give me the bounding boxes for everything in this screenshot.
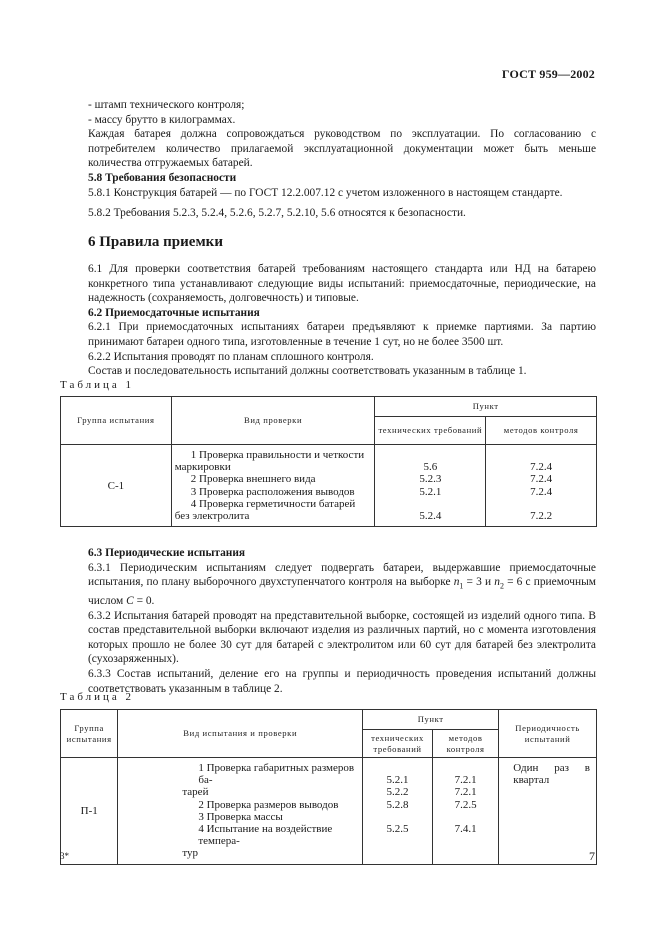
paragraph: 6.3.3 Состав испытаний, деление его на группы и периодичность проведения испытаний должны соответствовать указанным в таблице 2. — [88, 668, 596, 695]
section-6-body — [88, 262, 596, 379]
table-cell-tech — [375, 445, 486, 527]
section-title: 6.2 Приемосдаточные испытания — [88, 306, 260, 319]
row-value: 5.2.1 — [386, 774, 409, 787]
paragraph — [88, 561, 596, 609]
paragraph: Состав и последовательность испытаний должны соответствовать указанным в таблице 1. — [88, 365, 527, 378]
row-value: 5.2.3 — [419, 473, 442, 486]
row-value: 7.4.1 — [454, 823, 477, 836]
table-header-cell: Вид испытания и проверки — [118, 710, 363, 758]
section-5-7-tail — [88, 98, 596, 221]
math-var: C — [126, 595, 134, 608]
row-value: 7.2.5 — [454, 798, 477, 811]
table-cell-kind — [118, 758, 363, 865]
paragraph: 5.8.1 Конструкция батарей — по ГОСТ 12.2.007.12 с учетом изложенного в настоящем стандарте. — [88, 186, 563, 199]
row-value: 7.2.4 — [530, 473, 553, 486]
row-value: 7.2.1 — [454, 786, 477, 799]
table-header-cell: Пункт — [363, 710, 499, 730]
table-2 — [60, 709, 597, 865]
row-text: 2 Проверка размеров выводов — [198, 798, 339, 811]
section-title: 5.8 Требования безопасности — [88, 171, 237, 184]
math-sub: 1 — [459, 581, 464, 591]
table-caption: Таблица 2 — [60, 691, 135, 703]
row-value: 7.2.4 — [530, 461, 553, 474]
row-value: 5.2.2 — [386, 786, 409, 799]
text-run: = 0. — [133, 595, 155, 608]
paragraph: 6.2.2 Испытания проводят по планам сплошного контроля. — [88, 350, 374, 363]
row-value: 5.2.4 — [419, 510, 442, 523]
table-caption: Таблица 1 — [60, 379, 135, 391]
footer-signature-mark: 3* — [60, 851, 69, 861]
text-run: = 6 с приемочным числом — [88, 576, 596, 608]
text-run: 6.3.1 Периодическим испытаниям следует подвергать батареи, выдержавшие приемосдаточные испытания, по плану выборочного двухступенчатого контроля на выборке — [88, 561, 596, 589]
section-heading: 6 Правила приемки — [88, 234, 223, 250]
table-header-cell: Группа испытания — [61, 710, 118, 758]
row-text: тарей — [182, 786, 209, 799]
page-number: 7 — [589, 849, 595, 863]
paragraph: Каждая батарея должна сопровождаться руководством по эксплуатации. По согласованию с потребителем количество прилагаемой эксплуатационной документации может быть меньше количества отгружаемых батарей. — [88, 128, 596, 170]
row-value: 5.6 — [423, 461, 438, 474]
table-cell-kind — [171, 445, 375, 527]
paragraph: 6.1 Для проверки соответствия батарей требованиям настоящего стандарта или НД на батарею конкретного типа устанавливают следующие виды испытаний: приемосдаточные, периодические, на надежность (сохраняемость, долговечность) и типовые. — [88, 263, 596, 305]
math-var: n — [494, 576, 500, 589]
list-item: - массу брутто в килограммах. — [88, 113, 236, 126]
table-header-cell: Периодичность испытаний — [499, 710, 597, 758]
row-value: 7.2.1 — [454, 774, 477, 787]
page-header: ГОСТ 959—2002 — [501, 67, 595, 81]
table-1 — [60, 396, 597, 527]
section-6-3-body — [88, 546, 596, 696]
paragraph: 5.8.2 Требования 5.2.3, 5.2.4, 5.2.6, 5.2.7, 5.2.10, 5.6 относятся к безопасности. — [88, 207, 466, 220]
row-text: 2 Проверка внешнего вида — [190, 473, 316, 486]
row-text: 1 Проверка габаритных размеров ба- — [198, 762, 355, 787]
row-text: тур — [182, 847, 199, 860]
row-value: 5.2.8 — [386, 798, 409, 811]
text-run: = 3 и — [463, 576, 495, 589]
table-cell-methods — [486, 445, 597, 527]
section-title: 6.3 Периодические испытания — [88, 547, 246, 559]
table-cell-period: Один раз в квартал — [499, 758, 597, 865]
table-cell-group: П-1 — [61, 758, 118, 865]
row-text: 4 Проверка герметичности батарей — [190, 497, 356, 510]
math-sub: 2 — [499, 581, 504, 591]
row-text: 4 Испытание на воздействие темпера- — [198, 823, 333, 848]
list-item: - штамп технического контроля; — [88, 99, 245, 111]
row-text: 3 Проверка расположения выводов — [190, 485, 355, 498]
paragraph: 6.2.1 При приемосдаточных испытаниях батареи предъявляют к приемке партиями. За партию принимают батареи одного типа, изготовленные в течение 1 сут, но не более 3500 шт. — [88, 321, 596, 348]
table-header-cell: Пункт — [375, 397, 597, 417]
row-value: 5.2.1 — [419, 485, 442, 498]
row-value: 5.2.5 — [386, 823, 409, 836]
table-header-cell: Группа испытания — [61, 397, 172, 445]
row-text: 1 Проверка правильности и четкости — [190, 449, 365, 461]
row-text: маркировки — [174, 461, 231, 474]
table-cell-group: С-1 — [61, 445, 172, 527]
table-header-cell: методов контроля — [486, 417, 597, 445]
row-text: 3 Проверка массы — [198, 810, 283, 823]
row-value: 7.2.2 — [530, 510, 553, 523]
table-cell-methods — [432, 758, 498, 865]
table-header-cell: технических требований — [375, 417, 486, 445]
row-text: без электролита — [174, 510, 250, 523]
table-header-cell: Вид проверки — [171, 397, 375, 445]
math-var: n — [453, 576, 460, 589]
table-header-cell: технических требований — [363, 730, 433, 758]
paragraph: 6.3.2 Испытания батарей проводят на представительной выборке, состоящей из изделий одного типа. В состав представительной выборки включают изделия из различных партий, но с момента изготовления которых прошло не более 30 сут для батарей с электролитом или 60 сут для батарей без электролита (сухозаряженных). — [88, 609, 596, 666]
table-header-cell: методов контроля — [432, 730, 498, 758]
row-value: 7.2.4 — [530, 485, 553, 498]
table-cell-tech — [363, 758, 433, 865]
